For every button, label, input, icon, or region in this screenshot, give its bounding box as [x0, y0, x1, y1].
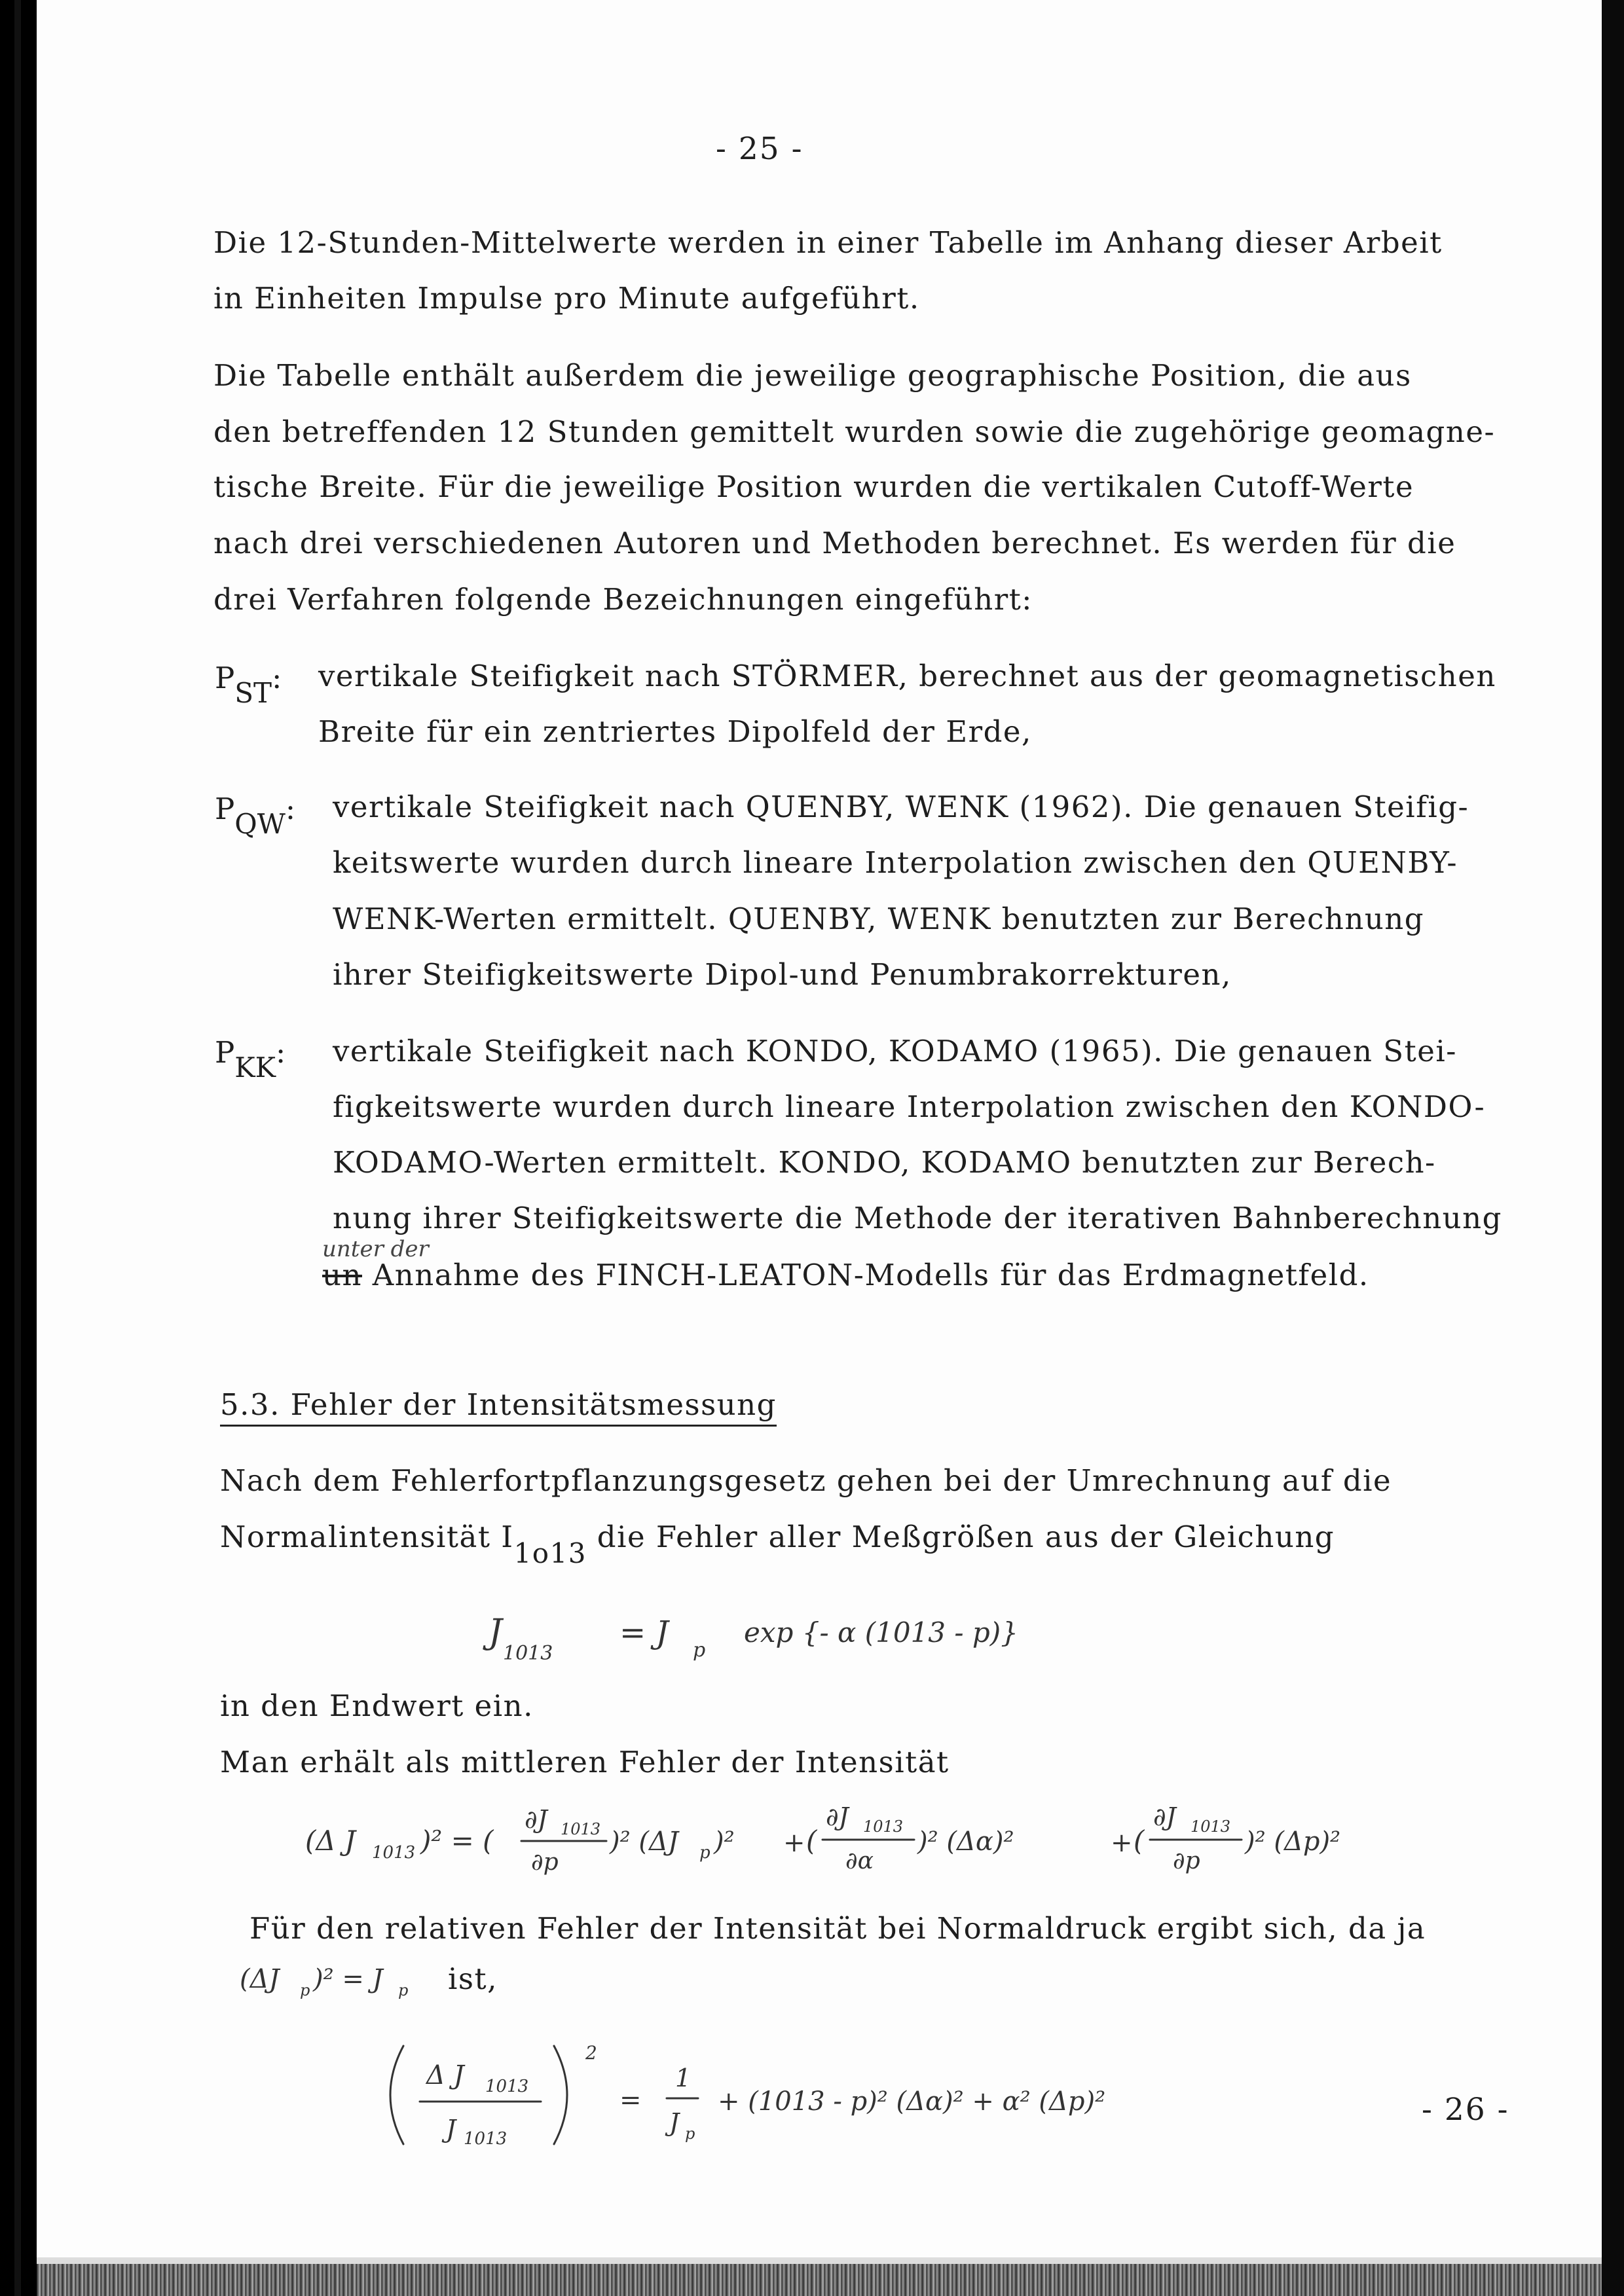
formula-2-plus-2: + [1111, 1828, 1133, 1858]
formula-4-eq: = [619, 2085, 642, 2115]
definition-pkk-line-5 [322, 1257, 1369, 1294]
definition-pkk-line-3: KODAMO-Werten ermittelt. KONDO, KODAMO benutzten zur Berech- [333, 1145, 1436, 1180]
formula-4-rest: + (1013 - p)² (Δα)² + α² (Δp)² [718, 2086, 1106, 2117]
formula-2-paren-3: ( [1134, 1825, 1145, 1857]
formula-4-den: J [446, 2115, 456, 2143]
struck-text: un [322, 1258, 362, 1292]
definition-label-pkk: $P_{KK}$: [215, 1035, 286, 1084]
section-line-5: Für den relativen Fehler der Intensität bei Normaldruck ergibt sich, da ja [249, 1911, 1426, 1946]
formula-2-lhs: (Δ J [305, 1825, 356, 1857]
formula-3-rhs-sub: p [398, 1981, 409, 1999]
formula-4-num-sub: 1013 [485, 2077, 529, 2096]
formula-1-rhs-sub: p [693, 1639, 706, 1662]
section-line-3: in den Endwert ein. [220, 1688, 534, 1723]
formula-2-t1-end: )² [714, 1827, 735, 1857]
formula-mean-error [299, 1787, 1412, 1886]
formula-2-t3-den: ∂p [1173, 1848, 1200, 1874]
big-paren-right [554, 2046, 567, 2144]
section-line-2: Normalintensität I1o13 die Fehler aller Meßgrößen aus der Gleichung [220, 1520, 1335, 1569]
definition-pkk-line-5-text: Annahme des FINCH-LEATON-Modells für das Erdmagnetfeld. [361, 1258, 1369, 1292]
handwritten-insertion: unter der [322, 1236, 429, 1262]
definition-pst-line-1: vertikale Steifigkeit nach STÖRMER, berechnet aus der geomagnetischen [318, 659, 1496, 693]
formula-1-rhs: = J [619, 1614, 669, 1651]
definition-pkk-line-2: figkeitswerte wurden durch lineare Interpolation zwischen den KONDO- [333, 1089, 1486, 1124]
section-heading: 5.3. Fehler der Intensitätsmessung [220, 1387, 777, 1427]
paragraph-2-line-2: den betreffenden 12 Stunden gemittelt wurden sowie die zugehörige geomagne- [213, 414, 1496, 449]
formula-2-t1-num: ∂J [525, 1805, 547, 1834]
formula-2-t2-num: ∂J [826, 1802, 849, 1831]
formula-2-t1-tail: )² (ΔJ [610, 1827, 678, 1857]
formula-2-t3-tail: )² (Δp)² [1245, 1827, 1341, 1857]
section-line-1: Nach dem Fehlerfortpflanzungsgesetz gehen bei der Umrechnung auf die [220, 1463, 1392, 1498]
paragraph-1-line-1: Die 12-Stunden-Mittelwerte werden in einer Tabelle im Anhang dieser Arbeit [213, 225, 1443, 260]
scan-border-right [1602, 0, 1624, 2296]
document-page [37, 0, 1602, 2257]
definition-pkk-line-1: vertikale Steifigkeit nach KONDO, KODAMO (1965). Die genauen Stei- [333, 1034, 1457, 1068]
definition-label-pqw: $P_{QW}$: [215, 792, 296, 840]
formula-1-lhs-sub: 1013 [503, 1642, 553, 1665]
definition-pqw-line-1: vertikale Steifigkeit nach QUENBY, WENK (1962). Die genauen Steifig- [333, 790, 1469, 824]
formula-4-frac-den: J [669, 2108, 680, 2137]
formula-3-rhs: )² = J [313, 1964, 383, 1994]
formula-2-lhs-sub: 1013 [372, 1843, 416, 1863]
formula-2-paren-2: ( [806, 1825, 817, 1857]
formula-2-t3-num: ∂J [1153, 1802, 1176, 1831]
formula-4-exponent: 2 [585, 2042, 597, 2064]
formula-4-num: Δ J [426, 2060, 464, 2090]
formula-2-plus-1: + [783, 1828, 805, 1858]
paragraph-2-line-5: drei Verfahren folgende Bezeichnungen eingeführt: [213, 582, 1033, 617]
formula-2-eq: )² = ( [420, 1825, 494, 1857]
paragraph-2-line-3: tische Breite. Für die jeweilige Position wurden die vertikalen Cutoff-Werte [213, 469, 1414, 504]
next-page-marker: - 26 - [1422, 2092, 1509, 2128]
formula-2-t2-den: ∂α [845, 1848, 874, 1874]
definition-pqw-line-2: keitswerte wurden durch lineare Interpolation zwischen den QUENBY- [333, 845, 1458, 880]
paragraph-2-line-1: Die Tabelle enthält außerdem die jeweilige geographische Position, die aus [213, 358, 1412, 393]
formula-relative-error [364, 2033, 1346, 2157]
formula-4-frac-den-sub: p [685, 2124, 695, 2143]
definition-pkk-line-4: nung ihrer Steifigkeitswerte die Methode der iterativen Bahnberechnung [333, 1201, 1502, 1235]
definition-pqw-line-4: ihrer Steifigkeitswerte Dipol-und Penumbrakorrekturen, [333, 957, 1232, 992]
scan-border-bottom [37, 2257, 1602, 2296]
formula-2-t2-tail: )² (Δα)² [917, 1827, 1014, 1857]
paragraph-2-line-4: nach drei verschiedenen Autoren und Methoden berechnet. Es werden für die [213, 526, 1456, 560]
definition-pqw-line-3: WENK-Werten ermittelt. QUENBY, WENK benutzten zur Berechnung [333, 902, 1425, 936]
formula-2-t2-num-sub: 1013 [863, 1817, 904, 1836]
formula-3-lhs-sub: p [300, 1981, 310, 1999]
paragraph-1-line-2: in Einheiten Impulse pro Minute aufgeführt. [213, 281, 920, 316]
formula-4-den-sub: 1013 [464, 2129, 507, 2149]
formula-2-t1-tail-sub: p [699, 1843, 710, 1863]
section-line-6: ist, [448, 1961, 498, 1996]
definition-label-pst: $P_{ST}$: [215, 661, 282, 709]
formula-2-t1-num-sub: 1013 [561, 1820, 601, 1838]
formula-2-t3-num-sub: 1013 [1190, 1817, 1231, 1836]
formula-1-lhs: J [489, 1613, 502, 1652]
formula-4-frac-num: 1 [675, 2064, 692, 2092]
big-paren-left [390, 2046, 403, 2144]
formula-3-lhs: (ΔJ [240, 1964, 280, 1994]
scan-border-left [0, 0, 37, 2296]
page-number: - 25 - [716, 131, 803, 167]
formula-1-exp: exp {- α (1013 - p)} [744, 1616, 1018, 1649]
definition-pst-line-2: Breite für ein zentriertes Dipolfeld der Erde, [318, 714, 1032, 749]
section-line-4: Man erhält als mittleren Fehler der Intensität [220, 1745, 950, 1779]
formula-2-t1-den: ∂p [531, 1849, 559, 1876]
formula-normalintensity [443, 1597, 1228, 1683]
